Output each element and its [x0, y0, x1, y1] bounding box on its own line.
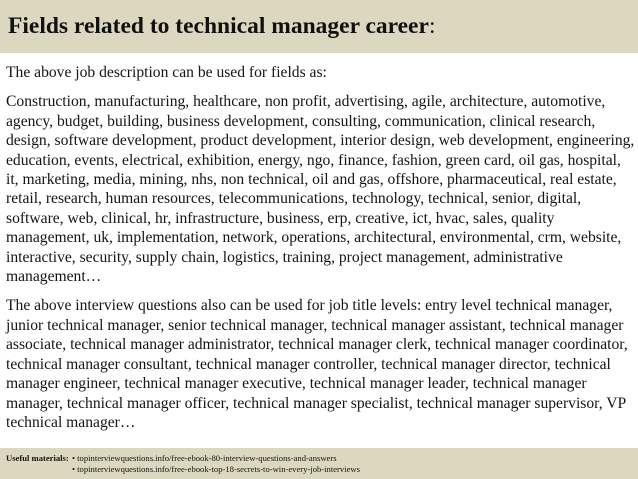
page-title: [8, 12, 638, 40]
footer-bar: [0, 448, 638, 479]
footer-link-2[interactable]: • topinterviewquestions.info/free-ebook-top-18-secrets-to-win-every-job-interviews: [72, 463, 360, 474]
intro-paragraph: The above job description can be used for fields as:: [6, 64, 327, 81]
footer-link-1[interactable]: • topinterviewquestions.info/free-ebook-80-interview-questions-and-answers: [72, 453, 337, 463]
fields-paragraph: Construction, manufacturing, healthcare, non profit, advertising, agile, architecture, automotive, agency, budget, building, business development, consulting, communication, clinical research, design, software development, product development, interior design, web development, engineering, education, events, electrical, exhibition, energy, ngo, finance, fashion, green card, oil gas, hospital, it, marketing, media, mining, nhs, non technical, oil and gas, offshore, pharmaceutical, real estate, retail, research, human resources, telecommunications, technology, technical, senior, digital, software, web, clinical, hr, infrastructure, business, erp, creative, ict, hvac, sales, quality management, uk, implementation, network, operations, architectural, environmental, crm, website, interactive, security, supply chain, logistics, training, project management, administrative management…: [6, 93, 635, 286]
slide-body: [6, 63, 636, 432]
footer-label: Useful materials:: [6, 453, 69, 463]
page-title-text: Fields related to technical manager career: [8, 13, 429, 39]
footer-row-1: [6, 453, 638, 464]
footer-spacer: [6, 464, 72, 475]
job-levels-paragraph: The above interview questions also can be used for job title levels: entry level technical manager, junior technical manager, senior technical manager, technical manager assistant, technical manager associate, technical manager administrator, technical manager clerk, technical manager coordinator, technical manager consultant, technical manager controller, technical manager director, technical manager engineer, technical manager executive, technical manager leader, technical manager manager, technical manager officer, technical manager specialist, technical manager supervisor, VP technical manager…: [6, 297, 628, 431]
page-title-colon: :: [428, 13, 436, 39]
title-bar: [0, 0, 638, 53]
footer-row-2: [6, 464, 638, 475]
